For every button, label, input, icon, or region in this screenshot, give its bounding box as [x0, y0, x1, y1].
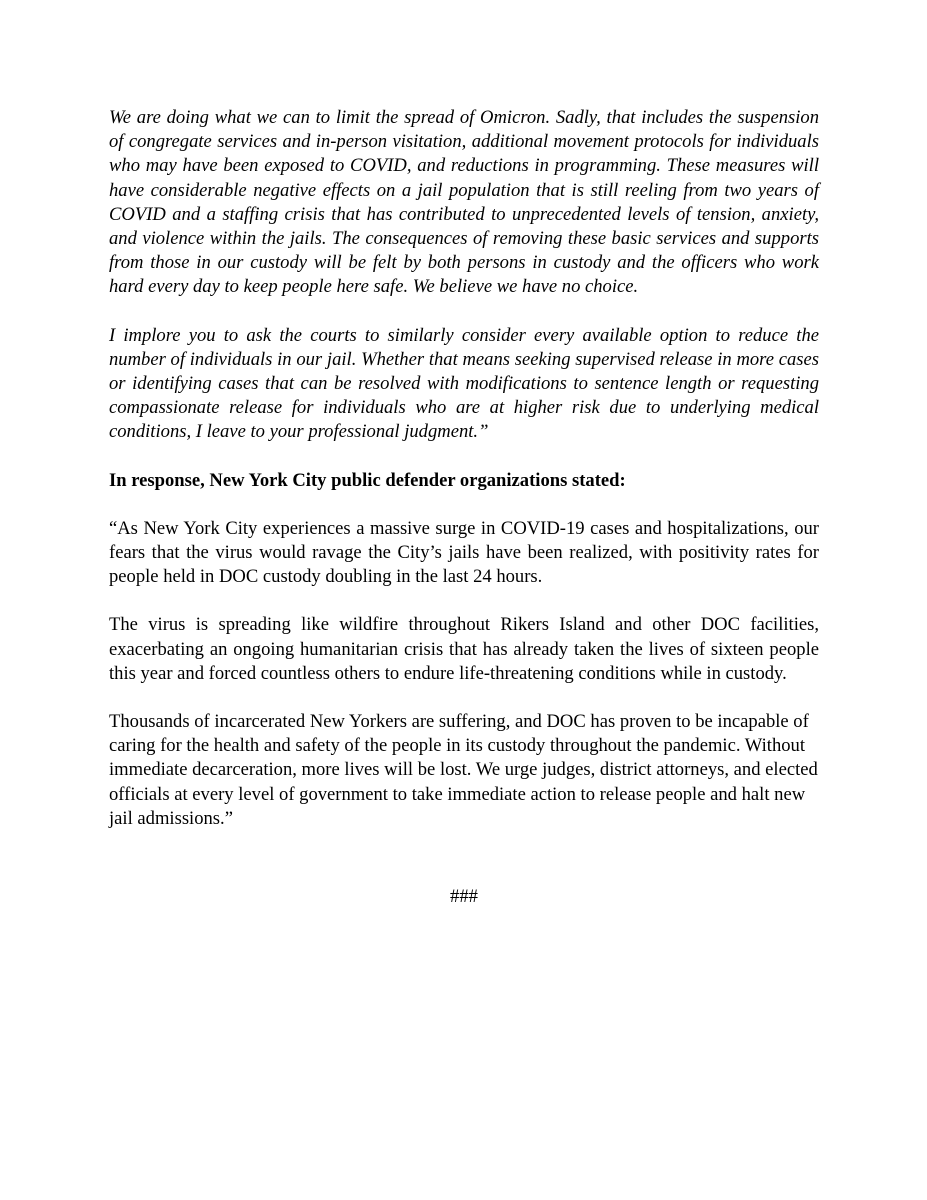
statement-paragraph-1: “As New York City experiences a massive surge in COVID-19 cases and hospitalizations, our fears that the virus would ravage the City’s jails have been realized, with positivity rates for people held in DOC custody doubling in the last 24 hours. [109, 517, 819, 588]
end-mark: ### [450, 886, 478, 908]
quote-paragraph-2: I implore you to ask the courts to similarly consider every available option to reduce the number of individuals in our jail. Whether that means seeking supervised release in more cases or identifying cases that can be resolved with modifications to sentence length or requesting compassionate release for individuals who are at higher risk due to underlying medical conditions, I leave to your professional judgment.” [109, 324, 819, 443]
statement-paragraph-2: The virus is spreading like wildfire throughout Rikers Island and other DOC facilities, exacerbating an ongoing humanitarian crisis that has already taken the lives of sixteen people this year and forced countless others to endure life-threatening conditions while in custody. [109, 614, 819, 684]
statement-paragraph-3: Thousands of incarcerated New Yorkers are suffering, and DOC has proven to be incapable of caring for the health and safety of the people in its custody throughout the pandemic. Without immediate decarceration, more lives will be lost. We urge judges, district attorneys, and elected officials at every level of government to take immediate action to release people and halt new jail admissions.” [109, 711, 818, 829]
section-heading: In response, New York City public defender organizations stated: [109, 469, 626, 491]
quote-paragraph-1: We are doing what we can to limit the spread of Omicron. Sadly, that includes the suspension of congregate services and in-person visitation, additional movement protocols for individuals who may have been exposed to COVID, and reductions in programming. These measures will have considerable negative effects on a jail population that is still reeling from two years of COVID and a staffing crisis that has contributed to unprecedented levels of tension, anxiety, and violence within the jails. The consequences of removing these basic services and supports from those in our custody will be felt by both persons in custody and the officers who work hard every day to keep people here safe. We believe we have no choice. [109, 107, 819, 298]
document-page [109, 106, 819, 909]
